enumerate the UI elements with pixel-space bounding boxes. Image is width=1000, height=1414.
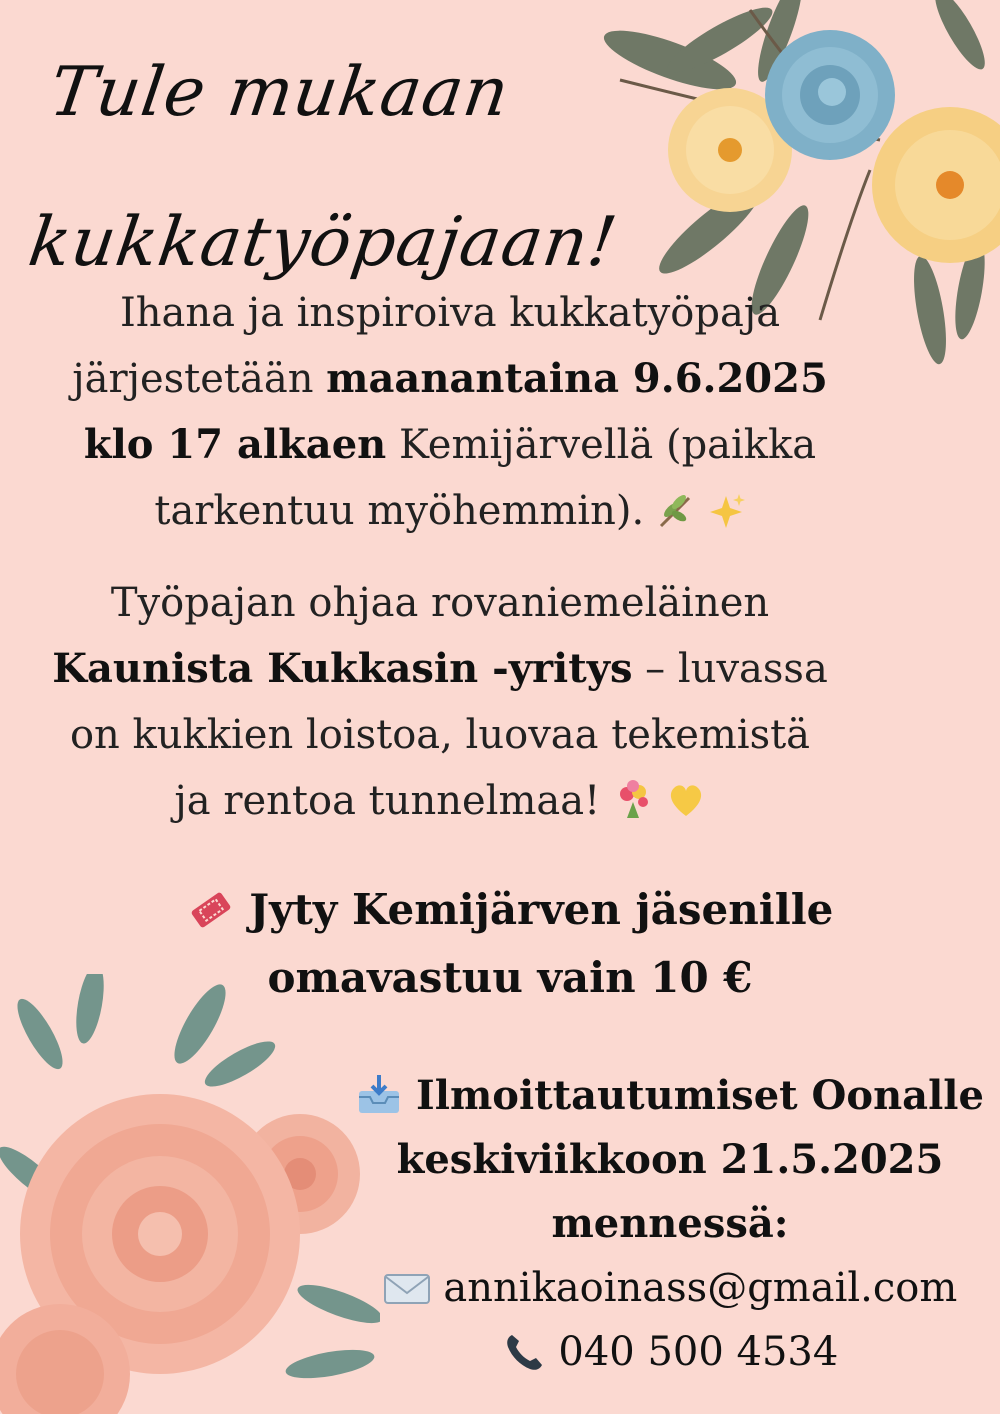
signup-info xyxy=(345,1064,995,1384)
envelope-icon xyxy=(383,1271,431,1307)
intro-paragraph xyxy=(40,280,860,544)
organizer-line-4: ja rentoa tunnelmaa! xyxy=(20,768,860,834)
intro-line-3: klo 17 alkaen Kemijärvellä (paikka xyxy=(83,421,817,468)
event-date: maanantaina 9.6.2025 xyxy=(326,355,828,402)
herb-icon xyxy=(657,492,695,530)
organizer-paragraph xyxy=(20,570,860,834)
organizer-line-3: on kukkien loistoa, luovaa tekemistä xyxy=(69,712,811,758)
signup-line-3: mennessä: xyxy=(551,1200,789,1247)
signup-deadline: keskiviikkoon 21.5.2025 xyxy=(396,1136,944,1183)
inbox-tray-icon xyxy=(356,1073,402,1115)
event-time: klo 17 alkaen xyxy=(83,421,387,468)
bouquet-icon xyxy=(613,780,653,820)
phone-number[interactable]: 040 500 4534 xyxy=(558,1329,839,1375)
ticket-icon xyxy=(187,890,235,930)
intro-line-1: Ihana ja inspiroiva kukkatyöpaja xyxy=(119,290,781,336)
organizer-line-2: Kaunista Kukkasin -yritys – luvassa xyxy=(52,645,828,692)
phone-icon xyxy=(502,1331,546,1371)
signup-phone-row xyxy=(345,1320,995,1384)
title-line-2: kukkatyöpajaan! xyxy=(23,203,623,282)
title-line-1: Tule mukaan xyxy=(45,53,515,132)
sparkles-icon xyxy=(708,492,746,530)
member-price xyxy=(150,876,870,1012)
organizer-company: Kaunista Kukkasin -yritys xyxy=(52,645,633,692)
intro-line-2: järjestetään maanantaina 9.6.2025 xyxy=(72,355,828,402)
signup-line-1: Ilmoittautumiset Oonalle xyxy=(345,1064,995,1128)
poster-title xyxy=(19,18,701,318)
email-link[interactable]: annikaoinass@gmail.com xyxy=(443,1265,958,1311)
rose-bouquet-bottom-illustration xyxy=(0,974,380,1414)
yellow-flower-right xyxy=(872,107,1000,263)
price-line-2: omavastuu vain 10 € xyxy=(267,953,753,1002)
signup-email-row xyxy=(345,1256,995,1320)
price-line-1: Jyty Kemijärven jäsenille xyxy=(150,876,870,944)
yellow-heart-icon xyxy=(666,780,706,820)
organizer-line-1: Työpajan ohjaa rovaniemeläinen xyxy=(110,580,770,626)
blue-rose xyxy=(765,30,895,160)
intro-line-4: tarkentuu myöhemmin). xyxy=(40,478,860,544)
